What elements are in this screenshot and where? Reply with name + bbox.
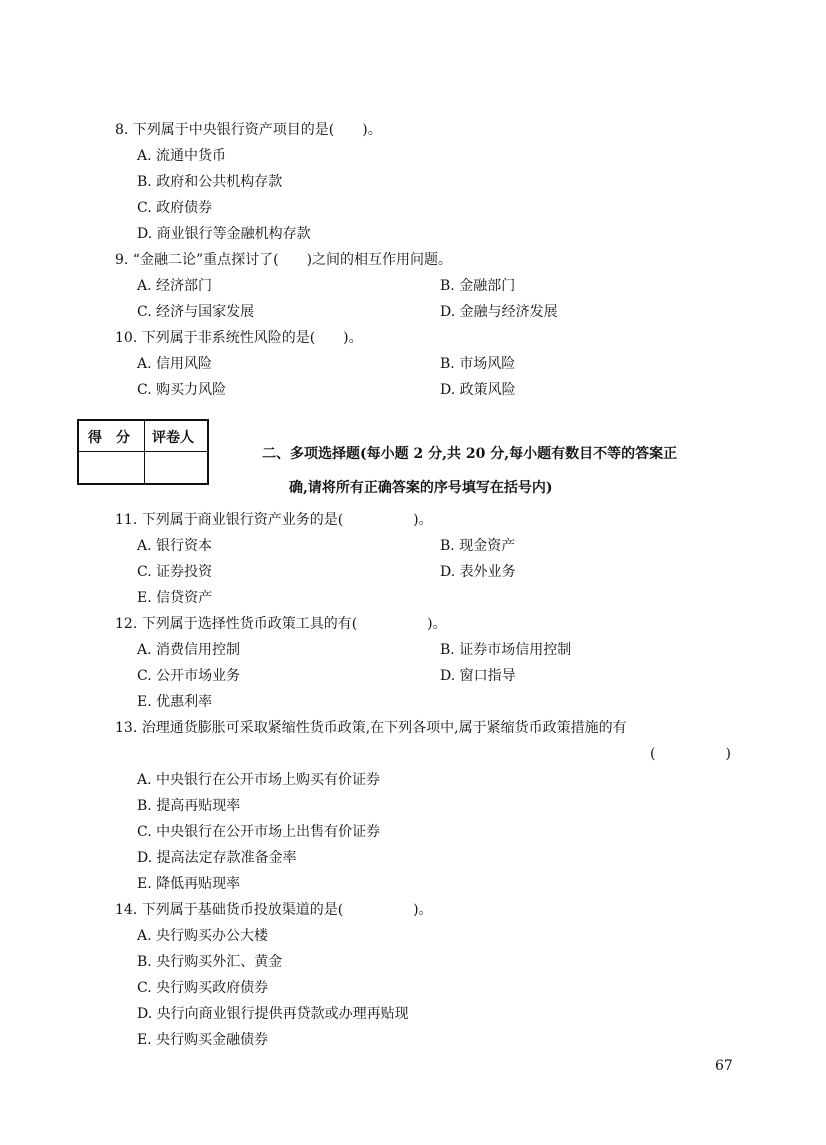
score-box [77, 419, 209, 485]
q8-stem: 8. 下列属于中央银行资产项目的是( )。 [115, 122, 382, 138]
page-number: 67 [715, 1058, 733, 1074]
q9-stem: 9. “金融二论”重点探讨了( )之间的相互作用问题。 [115, 252, 453, 268]
q9-option-a: A. 经济部门 [137, 278, 213, 294]
q11-option-a: A. 银行资本 [137, 538, 213, 554]
q12-stem: 12. 下列属于选择性货币政策工具的有( )。 [115, 616, 447, 632]
q12-option-a: A. 消费信用控制 [137, 642, 241, 658]
q9-option-d: D. 金融与经济发展 [440, 304, 558, 320]
q8-option-b: B. 政府和公共机构存款 [137, 174, 283, 190]
q14-option-b: B. 央行购买外汇、黄金 [137, 954, 283, 970]
section-heading-line1: 二、多项选择题(每小题 2 分,共 20 分,每小题有数目不等的答案正 [262, 446, 678, 462]
q11-option-c: C. 证券投资 [137, 564, 213, 580]
q8-option-a: A. 流通中货币 [137, 148, 227, 164]
score-box-row-divider [79, 451, 207, 452]
q12-option-e: E. 优惠利率 [137, 694, 213, 710]
q13-stem: 13. 治理通货膨胀可采取紧缩性货币政策,在下列各项中,属于紧缩货币政策措施的有 [115, 720, 627, 736]
q11-option-e: E. 信贷资产 [137, 590, 213, 606]
q10-option-c: C. 购买力风险 [137, 382, 227, 398]
score-box-divider [144, 421, 145, 483]
q14-stem: 14. 下列属于基础货币投放渠道的是( )。 [115, 902, 433, 918]
q13-option-d: D. 提高法定存款准备金率 [137, 850, 297, 866]
q9-option-b: B. 金融部门 [440, 278, 516, 294]
q12-option-c: C. 公开市场业务 [137, 668, 241, 684]
q10-stem: 10. 下列属于非系统性风险的是( )。 [115, 330, 363, 346]
q12-option-d: D. 窗口指导 [440, 668, 516, 684]
q8-option-c: C. 政府债券 [137, 200, 213, 216]
q13-answer-bracket: ( ) [650, 746, 731, 762]
section-heading-line2: 确,请将所有正确答案的序号填写在括号内) [289, 480, 553, 496]
q12-option-b: B. 证券市场信用控制 [440, 642, 572, 658]
q14-option-d: D. 央行向商业银行提供再贷款或办理再贴现 [137, 1006, 409, 1022]
q13-option-a: A. 中央银行在公开市场上购买有价证券 [137, 772, 381, 788]
q10-option-a: A. 信用风险 [137, 356, 213, 372]
q13-option-b: B. 提高再贴现率 [137, 798, 241, 814]
q9-option-c: C. 经济与国家发展 [137, 304, 255, 320]
score-label: 得 分 [88, 430, 130, 446]
q14-option-e: E. 央行购买金融债券 [137, 1032, 269, 1048]
q11-stem: 11. 下列属于商业银行资产业务的是( )。 [115, 512, 433, 528]
grader-label: 评卷人 [152, 430, 194, 446]
q11-option-b: B. 现金资产 [440, 538, 516, 554]
q14-option-a: A. 央行购买办公大楼 [137, 928, 269, 944]
q8-option-d: D. 商业银行等金融机构存款 [137, 226, 311, 242]
q10-option-b: B. 市场风险 [440, 356, 516, 372]
q14-option-c: C. 央行购买政府债券 [137, 980, 269, 996]
q11-option-d: D. 表外业务 [440, 564, 516, 580]
q10-option-d: D. 政策风险 [440, 382, 516, 398]
q13-option-c: C. 中央银行在公开市场上出售有价证券 [137, 824, 381, 840]
q13-option-e: E. 降低再贴现率 [137, 876, 241, 892]
